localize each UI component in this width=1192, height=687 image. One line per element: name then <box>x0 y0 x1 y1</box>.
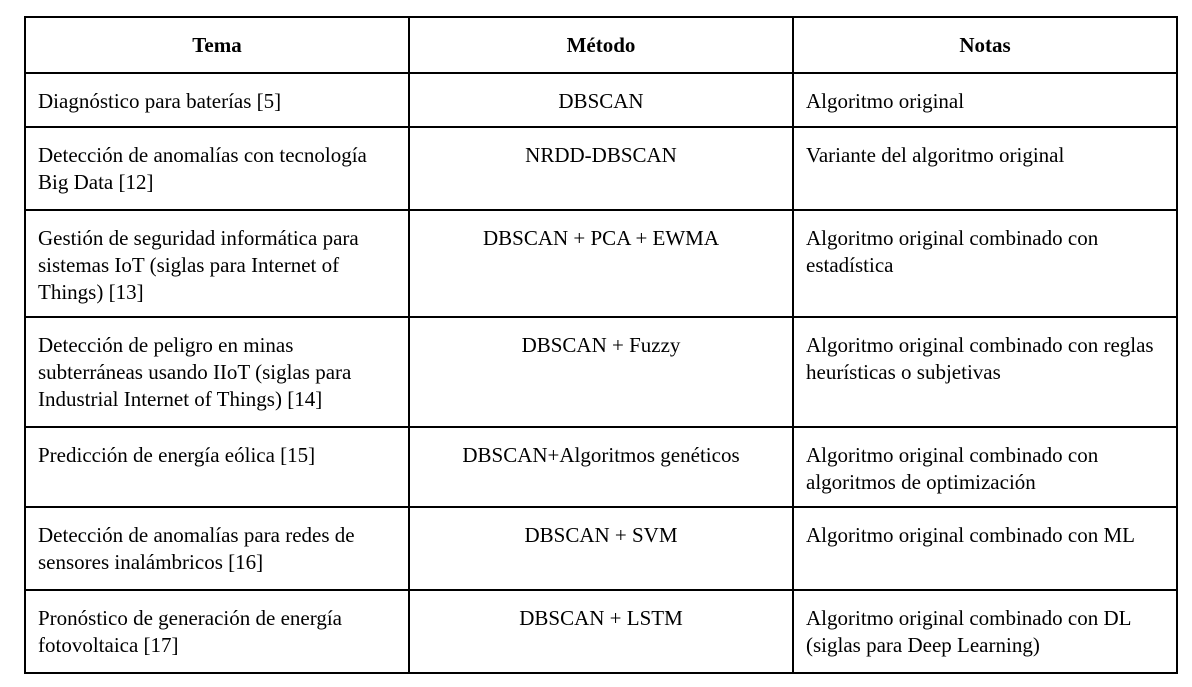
cell-metodo: DBSCAN + Fuzzy <box>409 317 793 427</box>
cell-notas: Algoritmo original <box>793 73 1177 127</box>
table-header-row <box>25 17 1177 73</box>
table-row <box>25 590 1177 673</box>
table-row <box>25 317 1177 427</box>
cell-tema: Predicción de energía eólica [15] <box>25 427 409 507</box>
cell-notas: Algoritmo original combinado con algoritmos de optimización <box>793 427 1177 507</box>
table-row <box>25 127 1177 210</box>
cell-metodo: DBSCAN + SVM <box>409 507 793 590</box>
table-row <box>25 507 1177 590</box>
table-row <box>25 427 1177 507</box>
cell-tema: Detección de peligro en minas subterráneas usando IIoT (siglas para Industrial Internet of Things) [14] <box>25 317 409 427</box>
methods-table <box>24 16 1178 674</box>
cell-tema: Gestión de seguridad informática para sistemas IoT (siglas para Internet of Things) [13] <box>25 210 409 317</box>
header-metodo: Método <box>409 17 793 73</box>
cell-notas: Algoritmo original combinado con ML <box>793 507 1177 590</box>
table-row <box>25 210 1177 317</box>
header-notas: Notas <box>793 17 1177 73</box>
header-tema: Tema <box>25 17 409 73</box>
table-row <box>25 73 1177 127</box>
cell-notas: Algoritmo original combinado con estadística <box>793 210 1177 317</box>
cell-notas: Variante del algoritmo original <box>793 127 1177 210</box>
cell-tema: Detección de anomalías con tecnología Big Data [12] <box>25 127 409 210</box>
cell-tema: Diagnóstico para baterías [5] <box>25 73 409 127</box>
cell-metodo: DBSCAN+Algoritmos genéticos <box>409 427 793 507</box>
cell-tema: Detección de anomalías para redes de sensores inalámbricos [16] <box>25 507 409 590</box>
cell-notas: Algoritmo original combinado con DL (siglas para Deep Learning) <box>793 590 1177 673</box>
cell-metodo: DBSCAN + LSTM <box>409 590 793 673</box>
cell-metodo: NRDD-DBSCAN <box>409 127 793 210</box>
cell-notas: Algoritmo original combinado con reglas heurísticas o subjetivas <box>793 317 1177 427</box>
cell-metodo: DBSCAN + PCA + EWMA <box>409 210 793 317</box>
cell-tema: Pronóstico de generación de energía fotovoltaica [17] <box>25 590 409 673</box>
cell-metodo: DBSCAN <box>409 73 793 127</box>
